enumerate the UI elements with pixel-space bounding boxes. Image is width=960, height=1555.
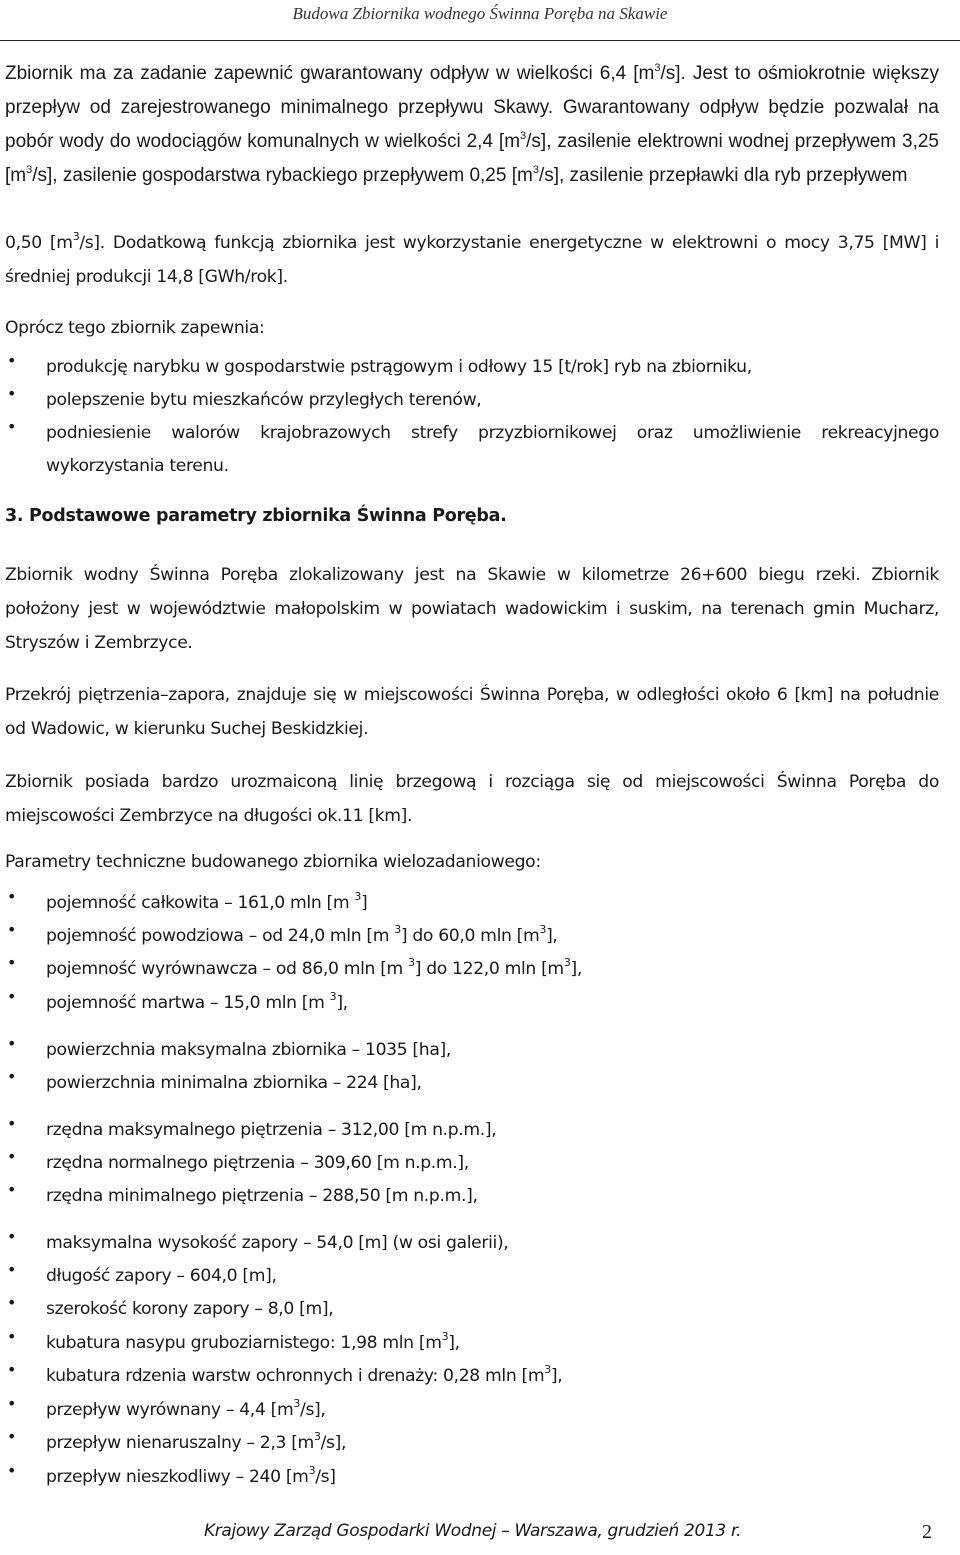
bullet-icon: •: [7, 351, 17, 370]
parameter-text: rzędna minimalnego piętrzenia – 288,50 [m n.p.m.],: [46, 1186, 478, 1206]
shoreline-paragraph: Zbiornik posiada bardzo urozmaiconą linię brzegową i rozciąga się od miejscowości Świnna Poręba do miejscowości Zembrzyce na długości ok.11 [km].: [5, 772, 939, 826]
parameter-text: szerokość korony zapory – 8,0 [m],: [46, 1299, 334, 1319]
intro-paragraph-part2: 0,50 $[m^3/s]$. Dodatkową funkcją zbiornika jest wykorzystanie energetyczne w elektrowni o mocy 3,75 [MW] i średniej produkcji 14,8 [GWh/rok].: [5, 230, 939, 287]
parameter-text: kubatura rdzenia warstw ochronnych i drenaży: 0,28 mln $[m^3]$,: [46, 1363, 563, 1386]
parameter-text: maksymalna wysokość zapory – 54,0 [m] (w osi galerii),: [46, 1233, 509, 1253]
bullet-icon: •: [7, 920, 17, 939]
bullet-icon: •: [7, 987, 17, 1006]
bullet-icon: •: [7, 1360, 17, 1379]
bullet-icon: •: [7, 1461, 17, 1480]
parameter-text: przepływ wyrównany – 4,4 $[m^3/s]$,: [46, 1397, 326, 1420]
page-header: Budowa Zbiornika wodnego Świnna Poręba na Skawie: [292, 4, 668, 23]
bullet-icon: •: [7, 887, 17, 906]
page-footer: Krajowy Zarząd Gospodarki Wodnej – Warszawa, grudzień 2013 r.: [204, 1521, 742, 1541]
parameter-text: pojemność całkowita – 161,0 mln [m $^3$]: [46, 890, 368, 913]
parameter-text: przepływ nienaruszalny – 2,3 $[m^3/s]$,: [46, 1430, 347, 1453]
parameter-text: powierzchnia minimalna zbiornika – 224 [ha],: [46, 1073, 422, 1093]
dam-paragraph: Przekrój piętrzenia–zapora, znajduje się w miejscowości Świnna Poręba, w odległości około 6 [km] na południe od Wadowic, w kierunku Suchej Beskidzkiej.: [5, 685, 939, 739]
intro-paragraph-part1: Zbiornik ma za zadanie zapewnić gwarantowany odpływ w wielkości 6,4 $[m^3/s]$. Jest to ośmiokrotnie większy przepływ od zarejestrowanego minimalnego przepływu Skawy. Gwarantowany odpływ będzie pozwalał na pobór wody do wodociągów komunalnych w wielkości 2,4 $[m^3/s]$, zasilenie elektrowni wodnej przepływem 3,25 $[m^3/s]$, zasilenie gospodarstwa rybackiego przepływem 0,25 $[m^3/s]$, zasilenie przepławki dla ryb przepływem: [5, 62, 939, 186]
params-intro: Parametry techniczne budowanego zbiornika wielozadaniowego:: [5, 852, 541, 872]
bullet-icon: •: [7, 1260, 17, 1279]
parameter-text: długość zapory – 604,0 [m],: [46, 1266, 277, 1286]
parameter-text: rzędna normalnego piętrzenia – 309,60 [m n.p.m.],: [46, 1153, 469, 1173]
bullet-icon: •: [7, 384, 17, 403]
document-page: Budowa Zbiornika wodnego Świnna Poręba na Skawie Zbiornik ma za zadanie zapewnić gwarantowany odpływ w wielkości 6,4 $[m^3/s]$. Jest to ośmiokrotnie większy przepływ od zarejestrowanego minimalnego przepływu Skawy. Gwarantowany odpływ będzie pozwalał na pobór wody do wodociągów komunalnych w wielkości 2,4 $[m^3/s]$, zasilenie elektrowni wodnej przepływem 3,25 $[m^3/s]$, zasilenie gospodarstwa rybackiego przepływem 0,25 $[m^3/s]$, zasilenie przepławki dla ryb przepływem 0,50 $[m^3/s]$. Dodatkową funkcją zbiornika jest wykorzystanie energetyczne w elektrowni o mocy 3,75 [MW] i średniej produkcji 14,8 [GWh/rok]. Oprócz tego zbiornik zapewnia: • produkcję narybku w gospodarstwie pstrągowym i odłowy 15 [t/rok] ryb na zbiorniku, • polepszenie bytu mieszkańców przyległych terenów, • podniesienie walorów krajobrazowych strefy przyzbiornikowej oraz umożliwienie rekreacyjnego wykorzystania terenu. 3. Podstawowe parametry zbiornika Świnna Poręba. Zbiornik wodny Świnna Poręba zlokalizowany jest na Skawie w kilometrze 26+600 biegu rzeki. Zbiornik położony jest w województwie małopolskim w powiatach wadowickim i suskim, na terenach gmin Mucharz, Stryszów i Zembrzyce. Przekrój piętrzenia–zapora, znajduje się w miejscowości Świnna Poręba, w odległości około 6 [km] na południe od Wadowic, w kierunku Suchej Beskidzkiej. Zbiornik posiada bardzo urozmaiconą linię brzegową i rozciąga się od miejscowości Świnna Poręba do miejscowości Zembrzyce na długości ok.11 [km]. Parametry techniczne budowanego zbiornika wielozadaniowego: • pojemność całkowita – 161,0 mln [m $^3$] • pojemność powodziowa – od 24,0 mln [m $^3$] do 60,0 mln $[m^3]$, • pojemność wyrównawcza – od 86,0 mln [m $^3$] do 122,0 mln $[m^3]$, • pojemność martwa – 15,0 mln [m $^3$], • powierzchnia maksymalna zbiornika – 1035 [ha], • powierzchnia minimalna zbiornika – 224 [ha], • rzędna maksymalnego piętrzenia – 312,00 [m n.p.m.], • rzędna normalnego piętrzenia – 309,60 [m n.p.m.], • rzędna minimalnego piętrzenia – 288,50 [m n.p.m.], • maksymalna wysokość zapory – 54,0 [m] (w osi galerii), • długość zapory – 604,0 [m], • szerokość korony zapory – 8,0 [m], • kubatura nasypu gruboziarnistego: 1,98 mln $[m^3]$, • kubatura rdzenia warstw ochronnych i drenaży: 0,28 mln $[m^3]$, • przepływ wyrównany – 4,4 $[m^3/s]$, • przepływ nienaruszalny – 2,3 $[m^3/s]$, • przepływ nieszkodliwy – 240 $[m^3/s]$ Krajowy Zarząd Gospodarki Wodnej – Warszawa, grudzień 2013 r. 2: [0, 0, 960, 1555]
provides-intro: Oprócz tego zbiornik zapewnia:: [5, 318, 265, 338]
bullet-icon: •: [7, 417, 17, 436]
bullet-icon: •: [7, 1394, 17, 1413]
parameter-text: pojemność wyrównawcza – od 86,0 mln [m $^3$] do 122,0 mln $[m^3]$,: [46, 956, 582, 979]
parameter-text: pojemność powodziowa – od 24,0 mln [m $^3$] do 60,0 mln $[m^3]$,: [46, 923, 558, 946]
bullet-icon: •: [7, 1034, 17, 1053]
bullet-icon: •: [7, 1293, 17, 1312]
header-divider: [0, 40, 960, 41]
bullet-icon: •: [7, 1147, 17, 1166]
parameter-text: pojemność martwa – 15,0 mln [m $^3$],: [46, 990, 348, 1013]
bullet-icon: •: [7, 1114, 17, 1133]
page-number: 2: [922, 1521, 932, 1543]
bullet-icon: •: [7, 1067, 17, 1086]
section-heading: 3. Podstawowe parametry zbiornika Świnna Poręba.: [5, 506, 507, 526]
bullet-icon: •: [7, 1327, 17, 1346]
parameter-text: powierzchnia maksymalna zbiornika – 1035 [ha],: [46, 1040, 451, 1060]
parameter-text: przepływ nieszkodliwy – 240 $[m^3/s]$: [46, 1464, 336, 1487]
bullet-icon: •: [7, 1227, 17, 1246]
bullet-icon: •: [7, 1427, 17, 1446]
parameter-text: rzędna maksymalnego piętrzenia – 312,00 [m n.p.m.],: [46, 1120, 497, 1140]
bullet-icon: •: [7, 953, 17, 972]
parameter-text: kubatura nasypu gruboziarnistego: 1,98 mln $[m^3]$,: [46, 1330, 460, 1353]
bullet-icon: •: [7, 1180, 17, 1199]
location-paragraph: Zbiornik wodny Świnna Poręba zlokalizowany jest na Skawie w kilometrze 26+600 biegu rzeki. Zbiornik położony jest w województwie małopolskim w powiatach wadowickim i suskim, na terenach gmin Mucharz, Stryszów i Zembrzyce.: [5, 565, 939, 653]
